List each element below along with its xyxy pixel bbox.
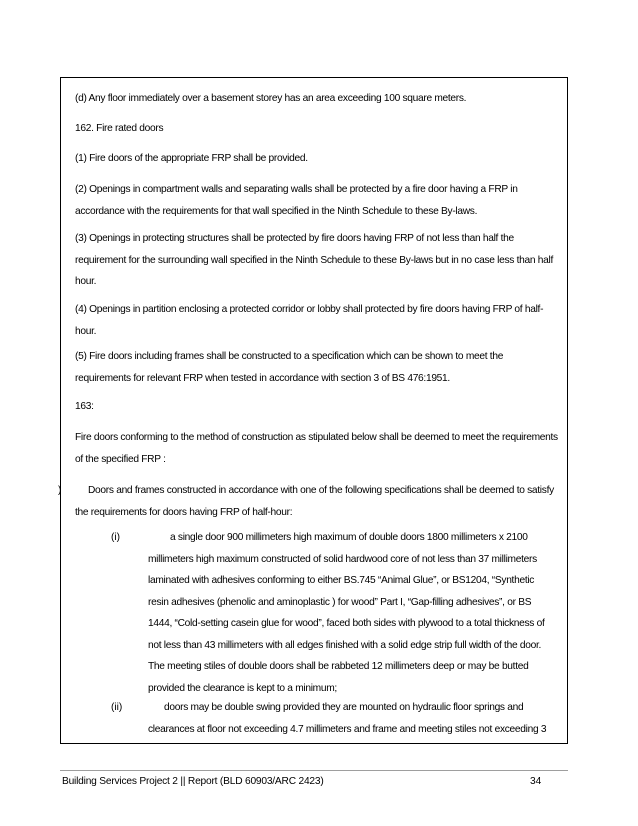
footer-divider	[60, 770, 568, 771]
paragraph-intro: Fire doors conforming to the method of construction as stipulated below shall be deemed to meet the requirements of the specified FRP :	[75, 432, 558, 465]
paragraph-5: (5) Fire doors including frames shall be constructed to a specification which can be shown to meet the requirements for relevant FRP when tested in accordance with section 3 of BS 476:1951.	[75, 351, 504, 384]
section-heading-162: 162. Fire rated doors	[75, 123, 164, 134]
paragraph-2: (2) Openings in compartment walls and separating walls shall be protected by a fire door having a FRP in accordance with the requirements for that wall specified in the Ninth Schedule to these By-laws.	[75, 184, 518, 217]
page-number: 34	[530, 776, 542, 787]
paragraph-d: (d) Any floor immediately over a basement storey has an area exceeding 100 square meters.	[75, 93, 467, 104]
section-heading-163: 163:	[75, 401, 94, 412]
paragraph-1: (1) Fire doors of the appropriate FRP shall be provided.	[75, 153, 308, 164]
item-text-i: a single door 900 millimeters high maximum of double doors 1800 millimeters x 2100 millimeters high maximum constructed of solid hardwood core of not less than 37 millimeters laminated with adhesives conforming to either BS.745 “Animal Glue”, or BS1204, “Synthetic resin adhesives (phenolic and aminoplastic ) for wood” Part I, “Gap-filling adhesives”, or BS 1444, “Cold-setting casein glue for wood”, faced both sides with plywood to a total thickness of not less than 43 millimeters with all edges finished with a solid edge strip full width of the door. The meeting stiles of double doors shall be rabbeted 12 millimeters deep or may be butted provided the clearance is kept to a minimum;	[148, 532, 545, 694]
paragraph-a: Doors and frames constructed in accordance with one of the following specifications shall be deemed to satisfy the requirements for doors having FRP of half-hour:	[75, 485, 554, 518]
item-label-i: (i)	[111, 532, 121, 543]
paragraph-4: (4) Openings in partition enclosing a protected corridor or lobby shall protected by fire doors having FRP of half- hour.	[75, 304, 544, 337]
footer-title: Building Services Project 2 || Report (BLD 60903/ARC 2423)	[62, 776, 324, 787]
item-text-ii: doors may be double swing provided they are mounted on hydraulic floor springs and clearances at floor not exceeding 4.7 millimeters and frame and meeting stiles not exceeding 3	[148, 702, 547, 735]
item-label-ii: (ii)	[111, 702, 123, 713]
list-bullet: )	[58, 485, 62, 496]
paragraph-3: (3) Openings in protecting structures shall be protected by fire doors having FRP of not less than half the requirement for the surrounding wall specified in the Ninth Schedule to these By-laws but in no case less than half hour.	[75, 233, 553, 287]
